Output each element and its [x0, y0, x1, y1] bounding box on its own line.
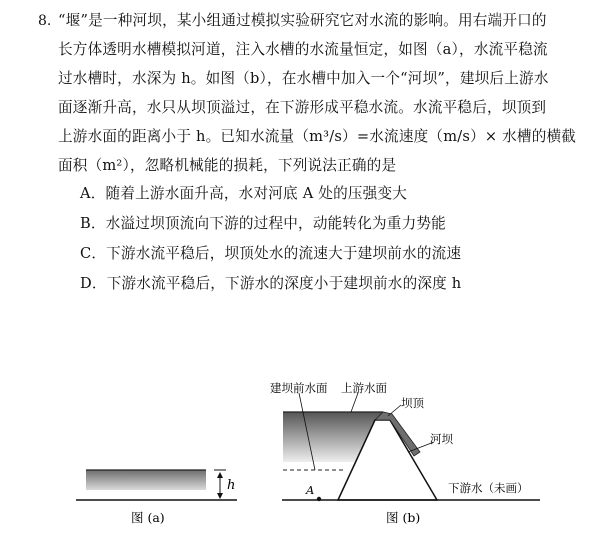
- label-upstream: 上游水面: [341, 381, 387, 395]
- option-d[interactable]: D．下游水流平稳后，下游水的深度小于建坝前水的深度 h: [80, 275, 462, 292]
- stem-line-1: “堰”是一种河坝，某小组通过模拟实验研究它对水流的影响。用右端开口的: [58, 12, 547, 29]
- figure-a: [76, 470, 237, 525]
- label-downstream: 下游水（未画）: [448, 481, 529, 495]
- option-b[interactable]: B．水溢过坝顶流向下游的过程中，动能转化为重力势能: [80, 215, 446, 232]
- point-a: [317, 497, 321, 501]
- stem-line-2: 长方体透明水槽模拟河道，注入水槽的水流量恒定，如图（a），水流平稳流: [58, 41, 548, 58]
- stem-line-3: 过水槽时，水深为 h。如图（b），在水槽中加入一个“河坝”，建坝后上游水: [58, 70, 549, 87]
- stem-line-5: 上游水面的距离小于 h。已知水流量（m³/s）=水流速度（m/s）× 水槽的横截: [58, 128, 577, 145]
- option-a[interactable]: A．随着上游水面升高，水对河底 A 处的压强变大: [80, 185, 408, 202]
- leader-upstream: [351, 393, 358, 412]
- caption-b: 图 (b): [386, 510, 421, 525]
- label-dam: 河坝: [430, 432, 453, 446]
- option-c[interactable]: C．下游水流平稳后，坝顶处水的流速大于建坝前水的流速: [80, 245, 462, 262]
- leader-crest: [388, 405, 401, 416]
- figure-b: [270, 381, 540, 525]
- stem-line-4: 面逐渐升高，水只从坝顶溢过，在下游形成平稳水流。水流平稳后，坝顶到: [58, 99, 547, 116]
- label-before-dam: 建坝前水面: [270, 381, 328, 395]
- question-number: 8.: [38, 13, 52, 29]
- h-arrow-head-bottom: [217, 493, 223, 499]
- point-a-label: A: [306, 483, 315, 497]
- stem-line-6: 面积（m²），忽略机械能的损耗，下列说法正确的是: [58, 157, 397, 174]
- label-crest: 坝顶: [401, 396, 424, 410]
- caption-a: 图 (a): [131, 510, 165, 525]
- h-arrow-head-top: [217, 472, 223, 478]
- water-a: [86, 470, 206, 490]
- h-label: h: [227, 478, 236, 493]
